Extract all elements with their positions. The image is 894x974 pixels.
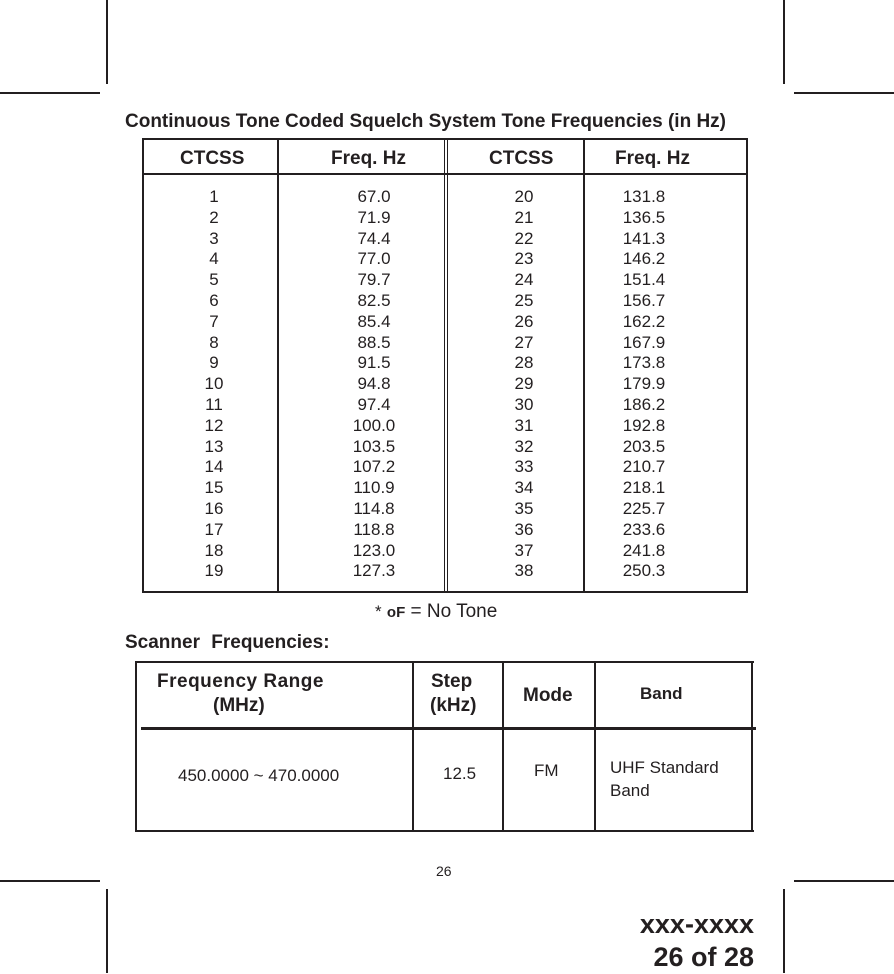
freqs-left	[334, 187, 414, 582]
freq-value-left: 97.4	[357, 394, 391, 414]
column-divider	[594, 661, 596, 832]
freq-value-right: 192.8	[622, 415, 666, 435]
column-divider-double	[444, 140, 448, 591]
ctcss-code-left: 6	[209, 290, 219, 310]
header-step-unit: (kHz)	[430, 695, 477, 716]
header-frequency-unit: (MHz)	[213, 695, 265, 716]
ctcss-code-left: 12	[204, 415, 224, 435]
ctcss-code-right: 30	[514, 394, 534, 414]
ctcss-code-left: 3	[209, 228, 219, 248]
table-border	[135, 830, 754, 832]
ctcss-code-right: 28	[514, 353, 534, 373]
header-frequency-range: Frequency Range	[157, 671, 324, 692]
scanner-table	[135, 661, 754, 832]
freq-value-left: 127.3	[352, 561, 396, 581]
ctcss-codes-right	[484, 187, 564, 582]
ctcss-code-left: 13	[204, 436, 224, 456]
freq-value-left: 67.0	[357, 187, 391, 206]
header-freq-left: Freq. Hz	[331, 148, 406, 169]
cell-step: 12.5	[443, 764, 477, 783]
freq-value-left: 114.8	[353, 498, 395, 518]
note-star: *	[375, 602, 382, 621]
freq-value-left: 82.5	[357, 290, 391, 310]
ctcss-code-left: 2	[209, 207, 219, 227]
ctcss-code-right: 34	[514, 478, 534, 498]
cell-frequency-range: 450.0000 ~ 470.0000	[178, 766, 340, 785]
column-divider	[583, 140, 585, 591]
freq-value-right: 167.9	[622, 332, 666, 352]
ctcss-code-left: 10	[204, 374, 224, 394]
freq-value-right: 173.8	[622, 353, 666, 373]
no-tone-note	[375, 601, 497, 623]
freq-value-right: 136.5	[622, 207, 666, 227]
ctcss-code-left: 5	[209, 270, 219, 290]
ctcss-code-left: 4	[209, 249, 219, 269]
doc-code: xxx-xxxx	[639, 909, 754, 939]
freq-value-right: 131.8	[622, 187, 666, 206]
page-title: Continuous Tone Coded Squelch System Tone Frequencies (in Hz)	[125, 111, 727, 132]
header-step: Step	[431, 671, 473, 692]
table-border	[135, 661, 137, 832]
freq-value-right: 241.8	[622, 540, 666, 560]
freq-value-left: 88.5	[357, 332, 391, 352]
ctcss-code-right: 35	[514, 498, 534, 518]
ctcss-code-right: 37	[514, 540, 534, 560]
freq-value-right: 210.7	[622, 457, 666, 477]
freq-value-left: 103.5	[352, 436, 396, 456]
ctcss-code-right: 38	[514, 561, 534, 581]
ctcss-code-right: 23	[514, 249, 534, 269]
header-ctcss-right: CTCSS	[489, 148, 554, 169]
crop-mark	[106, 889, 108, 973]
freq-value-left: 110.9	[353, 478, 395, 498]
ctcss-code-left: 15	[204, 478, 224, 498]
table-border	[751, 661, 753, 832]
ctcss-code-left: 1	[209, 187, 219, 206]
header-divider	[141, 727, 756, 730]
crop-mark	[0, 880, 100, 882]
freq-value-right: 151.4	[622, 270, 666, 290]
ctcss-code-right: 29	[514, 374, 534, 394]
cell-mode: FM	[534, 761, 559, 780]
ctcss-code-right: 25	[514, 290, 534, 310]
freq-value-right: 179.9	[622, 374, 666, 394]
header-ctcss-left: CTCSS	[180, 148, 245, 169]
page-of: 26 of 28	[653, 942, 754, 972]
freq-value-left: 79.7	[357, 270, 391, 290]
freq-value-left: 71.9	[357, 207, 391, 227]
crop-mark	[794, 880, 894, 882]
ctcss-code-left: 11	[205, 394, 223, 414]
ctcss-code-left: 14	[204, 457, 224, 477]
ctcss-code-right: 22	[514, 228, 534, 248]
cell-band-line1: UHF Standard	[610, 758, 719, 777]
freq-value-right: 141.3	[622, 228, 666, 248]
ctcss-code-left: 16	[204, 498, 224, 518]
freq-value-right: 162.2	[622, 311, 666, 331]
ctcss-code-left: 8	[209, 332, 219, 352]
crop-mark	[106, 0, 108, 84]
ctcss-code-right: 36	[514, 519, 534, 539]
table-border	[135, 661, 754, 663]
ctcss-code-right: 27	[514, 332, 534, 352]
ctcss-code-right: 33	[514, 457, 534, 477]
ctcss-code-left: 17	[204, 519, 224, 539]
column-divider	[277, 140, 279, 591]
ctcss-code-right: 32	[514, 436, 534, 456]
freq-value-left: 94.8	[357, 374, 391, 394]
header-band: Band	[640, 684, 683, 703]
freqs-right	[604, 187, 684, 582]
crop-mark	[783, 889, 785, 973]
ctcss-code-left: 19	[204, 561, 224, 581]
note-text: = No Tone	[410, 601, 498, 622]
document-id	[640, 908, 754, 974]
note-code: oF	[386, 604, 406, 621]
freq-value-right: 186.2	[622, 394, 666, 414]
header-freq-right: Freq. Hz	[615, 148, 690, 169]
ctcss-code-left: 18	[204, 540, 224, 560]
ctcss-code-left: 9	[209, 353, 219, 373]
column-divider	[502, 661, 504, 832]
freq-value-left: 85.4	[357, 311, 391, 331]
page-number: 26	[436, 863, 452, 879]
freq-value-right: 146.2	[622, 249, 666, 269]
freq-value-left: 77.0	[357, 249, 391, 269]
crop-mark	[794, 92, 894, 94]
freq-value-right: 225.7	[622, 498, 666, 518]
freq-value-right: 203.5	[622, 436, 666, 456]
ctcss-code-right: 21	[514, 207, 534, 227]
header-mode: Mode	[523, 685, 573, 706]
freq-value-right: 156.7	[622, 290, 666, 310]
crop-mark	[0, 92, 100, 94]
ctcss-code-right: 20	[514, 187, 534, 206]
freq-value-right: 218.1	[622, 478, 666, 498]
freq-value-right: 233.6	[622, 519, 666, 539]
scanner-title: Scanner Frequencies:	[125, 632, 330, 653]
freq-value-left: 118.8	[353, 519, 395, 539]
ctcss-code-right: 31	[514, 415, 534, 435]
freq-value-right: 250.3	[622, 561, 666, 581]
ctcss-code-right: 24	[514, 270, 534, 290]
column-divider	[412, 661, 414, 832]
ctcss-table	[142, 138, 748, 593]
freq-value-left: 107.2	[352, 457, 396, 477]
freq-value-left: 100.0	[352, 415, 396, 435]
freq-value-left: 123.0	[352, 540, 396, 560]
crop-mark	[783, 0, 785, 84]
freq-value-left: 91.5	[357, 353, 391, 373]
ctcss-codes-left	[174, 187, 254, 582]
ctcss-code-right: 26	[514, 311, 534, 331]
freq-value-left: 74.4	[357, 228, 391, 248]
cell-band-line2: Band	[610, 781, 650, 800]
ctcss-code-left: 7	[209, 311, 219, 331]
